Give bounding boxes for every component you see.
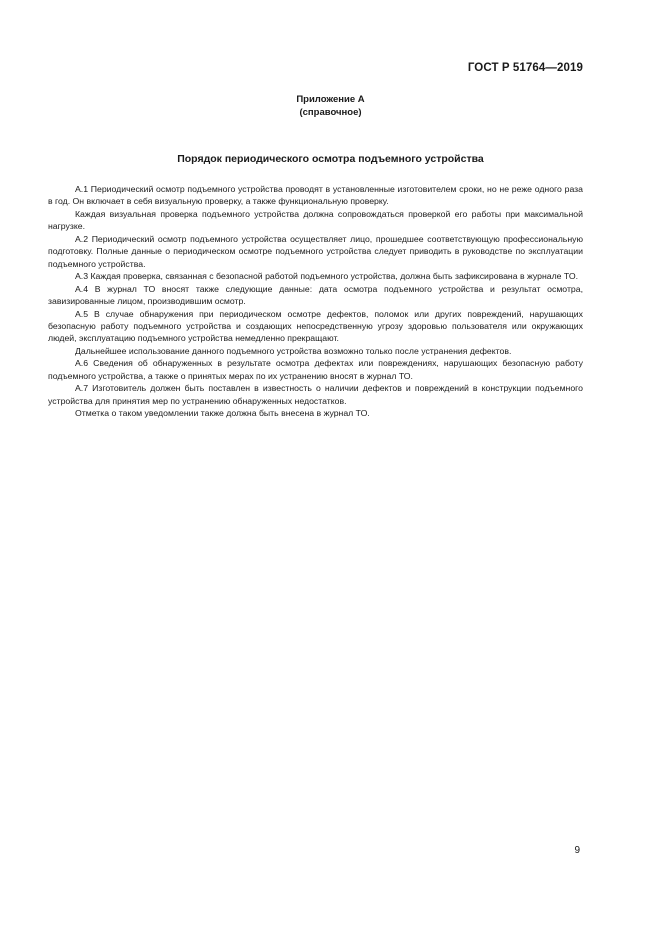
appendix-type: (справочное): [299, 107, 362, 118]
paragraph-a7-notice: Отметка о таком уведомлении также должна быть внесена в журнал ТО.: [75, 408, 370, 419]
page-number: 9: [574, 845, 580, 856]
paragraph-a1-visual-check: Каждая визуальная проверка подъемного устройства должна сопровождаться проверкой его работы при максимальной нагрузке.: [48, 208, 583, 232]
body-text: [48, 183, 583, 420]
paragraph-a7: А.7 Изготовитель должен быть поставлен в известность о наличии дефектов и повреждений в конструкции подъемного устройства для принятия мер по устранению обнаруженных недостатков.: [48, 383, 583, 406]
appendix-heading: [0, 93, 661, 119]
paragraph-a2: А.2 Периодический осмотр подъемного устройства осуществляет лицо, прошедшее соответствующую профессиональную подготовку. Полные данные о периодическом осмотре подъемного устройства следует приводить в руководстве по эксплуатации подъемного устройства.: [48, 233, 583, 269]
paragraph-a6: А.6 Сведения об обнаруженных в результате осмотра дефектах или повреждениях, нарушающих безопасную работу подъемного устройства, а также о принятых мерах по их устранению вносят в журнал ТО.: [48, 358, 583, 381]
paragraph-a3: А.3 Каждая проверка, связанная с безопасной работой подъемного устройства, должна быть зафиксирована в журнале ТО.: [75, 271, 579, 282]
document-code: ГОСТ Р 51764—2019: [467, 62, 583, 74]
paragraph-a1: А.1 Периодический осмотр подъемного устройства проводят в установленные изготовителем сроки, но не реже одного раза в год. Он включает в себя визуальную проверку, а также функциональную проверку.: [48, 184, 583, 207]
paragraph-a5: А.5 В случае обнаружения при периодическом осмотре дефектов, поломок или других повреждений, нарушающих безопасную работу подъемного устройства и создающих непосредственную угрозу здоровью пользователя или окружающих людей, эксплуатацию подъемного устройства немедленно прекращают.: [48, 308, 583, 344]
section-title: Порядок периодического осмотра подъемного устройства: [177, 153, 484, 165]
paragraph-a5-further-use: Дальнейшее использование данного подъемного устройства возможно только после устранения дефектов.: [75, 345, 512, 356]
paragraph-a4: А.4 В журнал ТО вносят также следующие данные: дата осмотра подъемного устройства и результат осмотра, завизированные лицом, производившим осмотр.: [48, 283, 583, 307]
appendix-label: Приложение А: [296, 94, 365, 105]
